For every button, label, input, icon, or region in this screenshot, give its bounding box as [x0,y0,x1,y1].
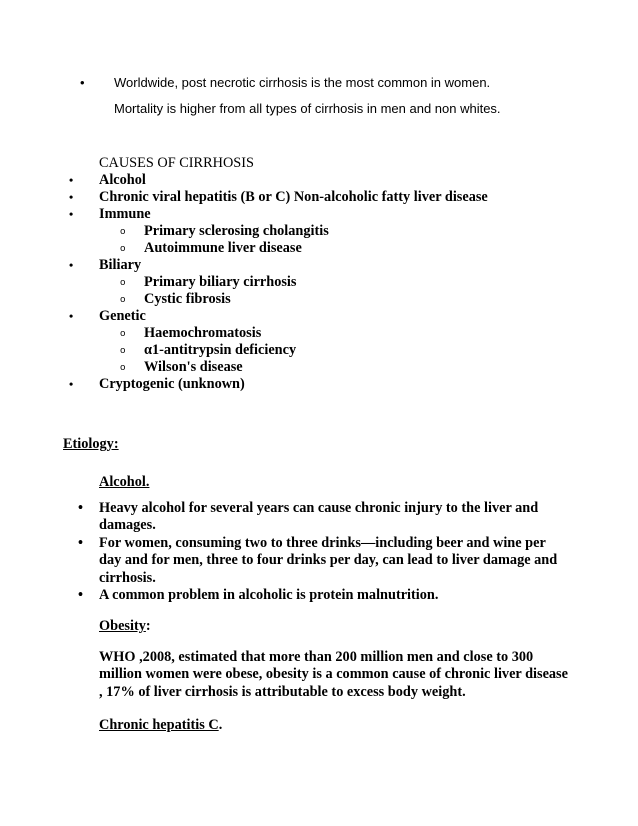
cause-item-alcohol [64,172,624,189]
bullet-glyph: • [69,377,74,391]
intro-line-1: Worldwide, post necrotic cirrhosis is the most common in women. [114,75,491,90]
bullet-glyph: • [78,587,84,604]
cause-subitem [64,291,624,308]
cause-item-viral [64,189,624,206]
bullet-glyph: • [69,207,74,221]
subitem-label: Primary sclerosing cholangitis [144,223,329,239]
heading-colon: : [145,618,151,634]
sub-bullet-glyph: o [120,329,126,339]
subitem-label: Cystic fibrosis [144,291,231,307]
cause-subitem [64,274,624,291]
intro-bullet-item [80,70,620,122]
cause-label: Cryptogenic (unknown) [99,376,245,392]
bullet-glyph: • [80,75,85,90]
cause-subitem [64,240,624,257]
cause-item-biliary [64,257,624,274]
bullet-glyph: • [69,190,74,204]
list-item [78,587,558,604]
subitem-label: Primary biliary cirrhosis [144,274,297,290]
subitem-label: Autoimmune liver disease [144,240,302,256]
sub-bullet-glyph: o [120,295,126,305]
cause-item-genetic [64,308,624,325]
causes-section [64,155,624,393]
cause-subitem [64,223,624,240]
list-item [78,500,558,535]
cause-label: Chronic viral hepatitis (B or C) Non-alcoholic fatty liver disease [99,189,488,205]
cause-label: Immune [99,206,151,222]
cause-label: Alcohol [99,172,146,188]
sub-bullet-glyph: o [120,363,126,373]
alcohol-heading: Alcohol. [99,474,150,490]
intro-line-2: Mortality is higher from all types of cirrhosis in men and non whites. [114,101,501,116]
subitem-label: Wilson's disease [144,359,243,375]
subitem-label: Haemochromatosis [144,325,262,341]
bullet-glyph: • [69,309,74,323]
bullet-glyph: • [69,173,74,187]
bullet-glyph: • [78,500,84,516]
list-item-text: Heavy alcohol for several years can cause chronic injury to the liver and damages. [99,500,539,534]
bullet-glyph: • [69,258,74,272]
cause-label: Biliary [99,257,142,273]
hepatitis-c-heading [99,717,222,734]
hepatitis-c-heading-text: Chronic hepatitis C [99,717,219,733]
sub-bullet-glyph: o [120,227,126,237]
sub-bullet-glyph: o [120,346,126,356]
obesity-heading-text: Obesity [99,618,146,634]
etiology-heading: Etiology: [63,436,119,452]
cause-item-immune [64,206,624,223]
sub-bullet-glyph: o [120,278,126,288]
subitem-label: α1-antitrypsin deficiency [144,342,297,358]
cause-subitem [64,325,624,342]
heading-period: . [218,717,223,733]
list-item-text: For women, consuming two to three drinks—including beer and wine per day and for men, three to four drinks per day, can lead to liver damage and cirrhosis. [99,534,558,586]
list-item [78,535,558,587]
causes-heading: CAUSES OF CIRRHOSIS [99,155,254,171]
bullet-glyph: • [78,534,84,551]
list-item-text: A common problem in alcoholic is protein malnutrition. [99,587,439,604]
alcohol-list [78,500,558,604]
intro-section [80,70,620,122]
sub-bullet-glyph: o [120,244,126,254]
obesity-paragraph: WHO ,2008, estimated that more than 200 million men and close to 300 million women were obese, obesity is a common cause of chronic liver disease , 17% of liver cirrhosis is attributable to excess body weight. [99,649,568,700]
cause-subitem [64,342,624,359]
cause-label: Genetic [99,308,146,324]
cause-item-cryptogenic [64,376,624,393]
obesity-heading [99,618,151,635]
cause-subitem [64,359,624,376]
